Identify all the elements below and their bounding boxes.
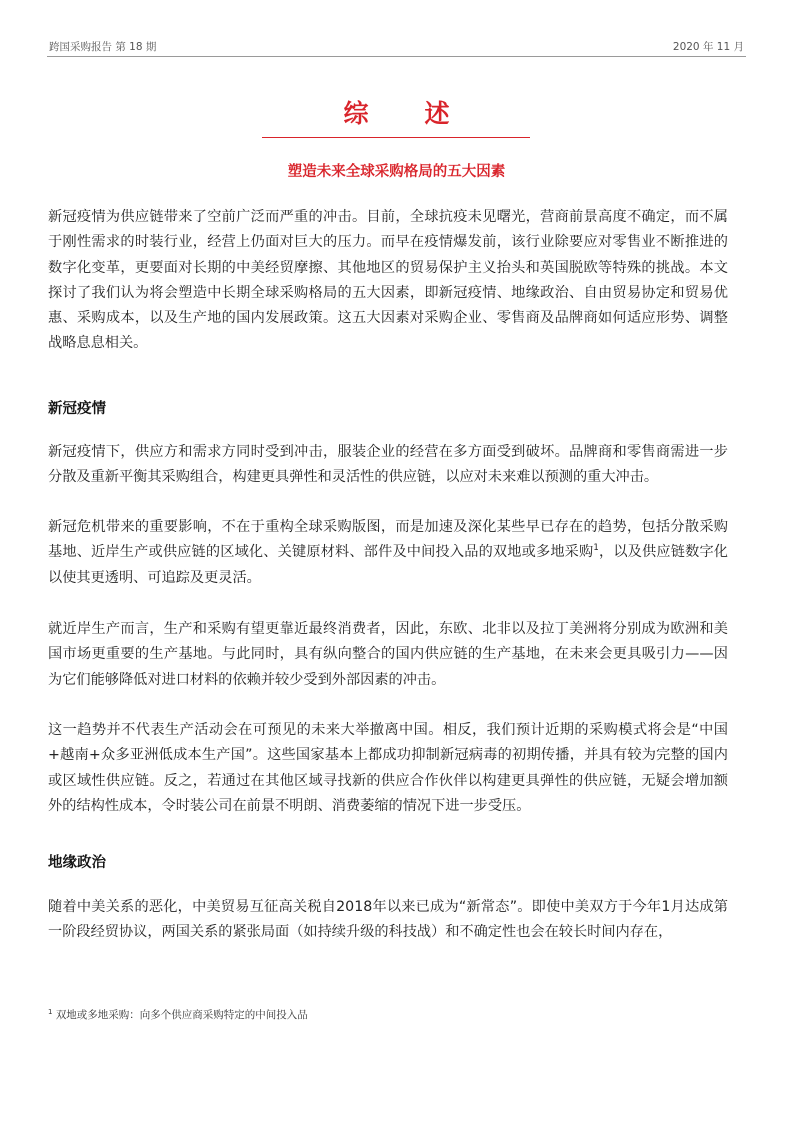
running-header-left: 跨国采购报告 第 18 期 bbox=[49, 41, 157, 53]
covid-paragraph-3: 就近岸生产而言，生产和采购有望更靠近最终消费者，因此，东欧、北非以及拉丁美洲将分别成为欧洲和美国市场更重要的生产基地。与此同时，具有纵向整合的国内供应链的生产基地，在未来会更具吸引力——因为它们能够降低对进口材料的依赖并较少受到外部因素的冲击。 bbox=[48, 621, 728, 688]
header-divider bbox=[47, 56, 746, 57]
section-heading-covid: 新冠疫情 bbox=[48, 401, 106, 417]
page-title: 综述 bbox=[343, 99, 506, 128]
running-header-right: 2020 年 11 月 bbox=[672, 41, 744, 53]
covid-paragraph-2-text-b: ，以及供应链数字化以使其更透明、可追踪及更灵活。 bbox=[48, 544, 728, 586]
footnote-ref[interactable]: 1 bbox=[593, 543, 599, 554]
footnote-marker: 1 bbox=[48, 1008, 53, 1016]
section-heading-geopolitics: 地缘政治 bbox=[48, 855, 106, 871]
covid-paragraph-2-text-a: 新冠危机带来的重要影响，不在于重构全球采购版图，而是加速及深化某些早已存在的趋势，包括分散采购基地、近岸生产或供应链的区域化、关键原材料、部件及中间投入品的双地或多地采购 bbox=[48, 519, 728, 561]
title-underline bbox=[262, 137, 530, 138]
covid-paragraph-4: 这一趋势并不代表生产活动会在可预见的未来大举撤离中国。相反，我们预计近期的采购模式将会是“中国+越南+众多亚洲低成本生产国”。这些国家基本上都成功抑制新冠病毒的初期传播，并具有较为完整的国内或区域性供应链。反之，若通过在其他区域寻找新的供应合作伙伴以构建更具弹性的供应链，无疑会增加额外的结构性成本，令时装公司在前景不明朗、消费萎缩的情况下进一步受压。 bbox=[48, 722, 728, 814]
page-subtitle: 塑造未来全球采购格局的五大因素 bbox=[287, 164, 506, 180]
footnote bbox=[48, 1007, 308, 1023]
footnote-text: 双地或多地采购：向多个供应商采购特定的中间投入品 bbox=[55, 1009, 308, 1021]
geopolitics-paragraph-1: 随着中美关系的恶化，中美贸易互征高关税自2018年以来已成为“新常态”。即使中美双方于今年1月达成第一阶段经贸协议，两国关系的紧张局面（如持续升级的科技战）和不确定性也会在较长时间内存在， bbox=[48, 899, 728, 941]
covid-paragraph-1: 新冠疫情下，供应方和需求方同时受到冲击，服装企业的经营在多方面受到破坏。品牌商和零售商需进一步分散及重新平衡其采购组合，构建更具弹性和灵活性的供应链，以应对未来难以预测的重大冲击。 bbox=[48, 444, 728, 486]
intro-paragraph: 新冠疫情为供应链带来了空前广泛而严重的冲击。目前，全球抗疫未见曙光，营商前景高度不确定，而不属于刚性需求的时装行业，经营上仍面对巨大的压力。而早在疫情爆发前，该行业除要应对零售业不断推进的数字化变革，更要面对长期的中美经贸摩擦、其他地区的贸易保护主义抬头和英国脱欧等特殊的挑战。本文探讨了我们认为将会塑造中长期全球采购格局的五大因素，即新冠疫情、地缘政治、自由贸易协定和贸易优惠、采购成本，以及生产地的国内发展政策。这五大因素对采购企业、零售商及品牌商如何适应形势、调整战略息息相关。 bbox=[48, 209, 728, 352]
covid-paragraph-2 bbox=[48, 515, 728, 591]
